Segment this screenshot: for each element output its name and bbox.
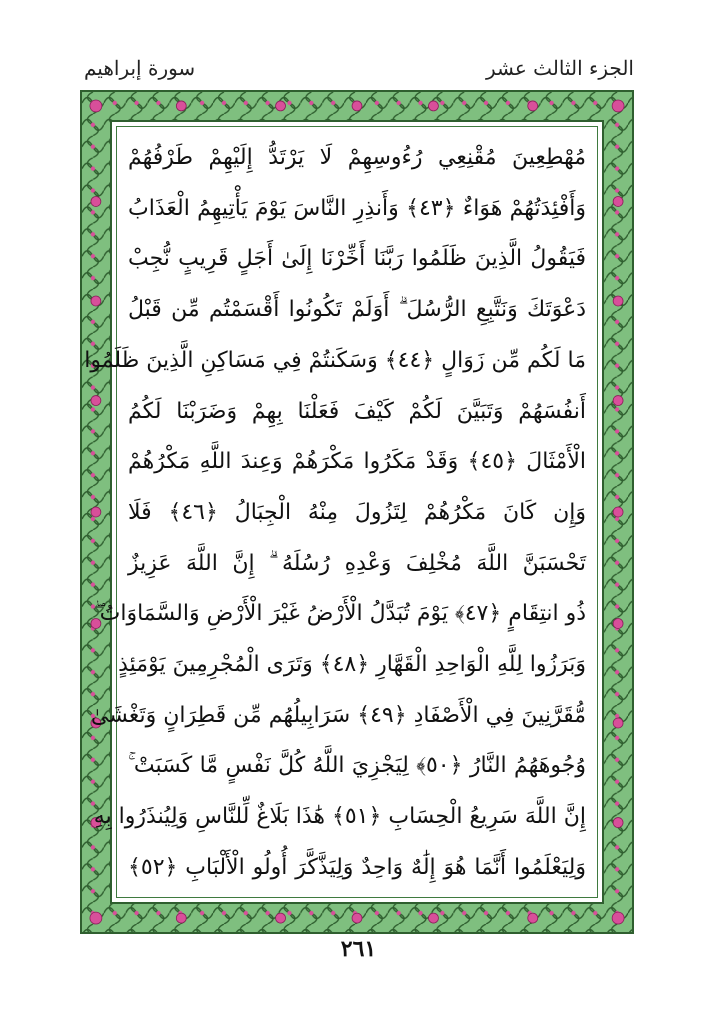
ornamental-frame: [80, 90, 634, 934]
page-header: [84, 50, 634, 86]
juz-title: الجزء الثالث عشر: [485, 56, 634, 80]
text-panel: [84, 120, 604, 904]
text-line: ذُو انتِقَامٍ ﴿٤٧﴾ يَوْمَ تُبَدَّلُ الْأَرْضُ غَيْرَ الْأَرْضِ وَالسَّمَاوَاتُ ۖ: [94, 601, 586, 627]
text-line: وَأَفْئِدَتُهُمْ هَوَاءٌ ﴿٤٣﴾ وَأَنذِرِ النَّاسَ يَوْمَ يَأْتِيهِمُ الْعَذَابُ: [128, 195, 586, 221]
quran-lines: [84, 136, 587, 890]
page-number: ٢٦١: [340, 936, 377, 962]
text-line: مَا لَكُم مِّن زَوَالٍ ﴿٤٤﴾ وَسَكَنتُمْ فِي مَسَاكِنِ الَّذِينَ ظَلَمُوا: [84, 347, 586, 373]
text-line: وُجُوهَهُمُ النَّارُ ﴿٥٠﴾ لِيَجْزِيَ اللَّهُ كُلَّ نَفْسٍ مَّا كَسَبَتْ ۚ: [128, 753, 586, 779]
text-line: وَلِيَعْلَمُوا أَنَّمَا هُوَ إِلَٰهٌ وَاحِدٌ وَلِيَذَّكَّرَ أُولُو الْأَلْبَابِ ﴿٥٢﴾: [128, 854, 586, 880]
text-line: وَإِن كَانَ مَكْرُهُمْ لِتَزُولَ مِنْهُ الْجِبَالُ ﴿٤٦﴾ فَلَا: [128, 499, 586, 525]
text-line: إِنَّ اللَّهَ سَرِيعُ الْحِسَابِ ﴿٥١﴾ هَٰذَا بَلَاغٌ لِّلنَّاسِ وَلِيُنذَرُوا بِهِ: [93, 804, 586, 830]
text-line: أَنفُسَهُمْ وَتَبَيَّنَ لَكُمْ كَيْفَ فَعَلْنَا بِهِمْ وَضَرَبْنَا لَكُمُ: [128, 398, 586, 424]
text-line: دَعْوَتَكَ وَنَتَّبِعِ الرُّسُلَ ۗ أَوَلَمْ تَكُونُوا أَقْسَمْتُم مِّن قَبْلُ: [128, 297, 586, 323]
surah-title: سورة إبراهيم: [84, 56, 196, 80]
text-line: مُهْطِعِينَ مُقْنِعِي رُءُوسِهِمْ لَا يَرْتَدُّ إِلَيْهِمْ طَرْفُهُمْ: [128, 145, 586, 170]
text-line: مُّقَرَّنِينَ فِي الْأَصْفَادِ ﴿٤٩﴾ سَرَابِيلُهُم مِّن قَطِرَانٍ وَتَغْشَىٰ: [90, 702, 586, 728]
text-line: تَحْسَبَنَّ اللَّهَ مُخْلِفَ وَعْدِهِ رُسُلَهُ ۗ إِنَّ اللَّهَ عَزِيزٌ: [128, 550, 586, 576]
text-line: فَيَقُولُ الَّذِينَ ظَلَمُوا رَبَّنَا أَخِّرْنَا إِلَىٰ أَجَلٍ قَرِيبٍ نُّجِبْ: [128, 246, 586, 272]
text-line: وَبَرَزُوا لِلَّهِ الْوَاحِدِ الْقَهَّارِ ﴿٤٨﴾ وَتَرَى الْمُجْرِمِينَ يَوْمَئِذٍ: [118, 652, 586, 678]
text-line: الْأَمْثَالَ ﴿٤٥﴾ وَقَدْ مَكَرُوا مَكْرَهُمْ وَعِندَ اللَّهِ مَكْرُهُمْ: [128, 449, 587, 475]
